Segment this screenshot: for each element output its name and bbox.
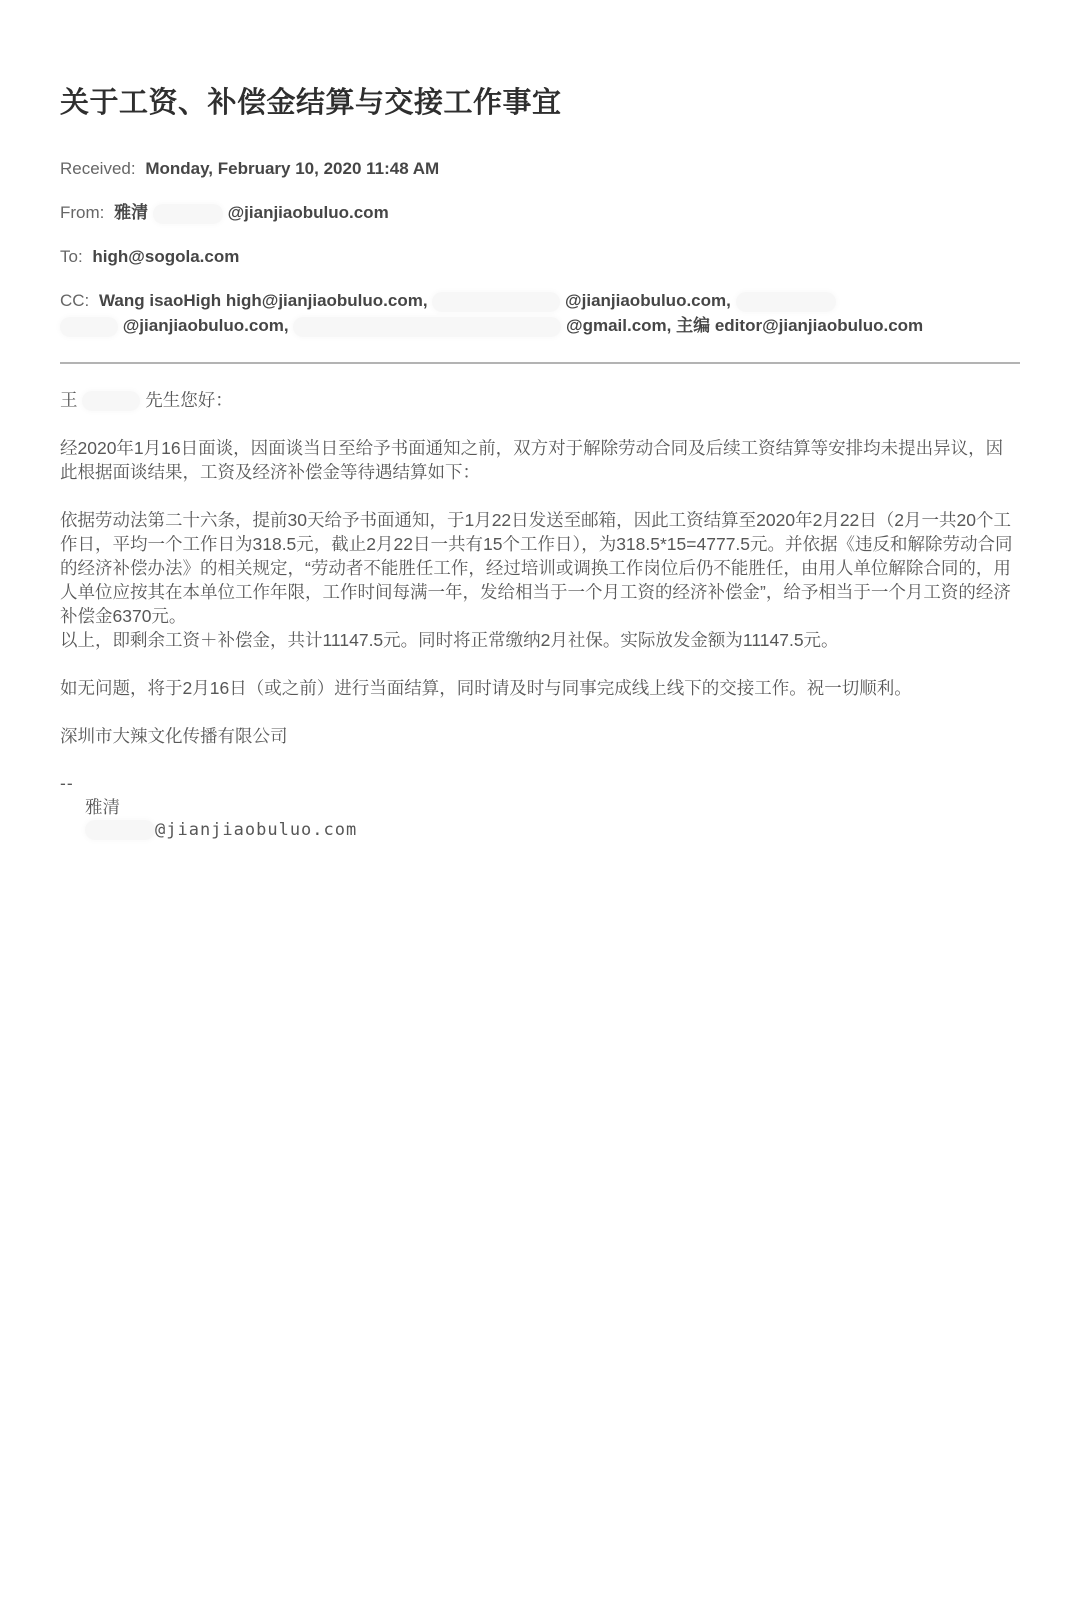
redaction-blob — [736, 292, 836, 312]
to-row — [60, 245, 1020, 268]
email-document — [0, 80, 1080, 842]
redaction-blob — [85, 820, 155, 840]
from-row — [60, 201, 1020, 224]
to-label: To: — [60, 247, 83, 266]
email-meta — [60, 157, 1020, 337]
company-name: 深圳市大辣文化传播有限公司 — [60, 726, 288, 746]
cc-recipient-2: @jianjiaobuluo.com, — [565, 291, 731, 310]
cc-label: CC: — [60, 291, 90, 310]
greeting-surname: 王 — [60, 390, 78, 410]
email-body — [60, 388, 1020, 748]
received-label: Received: — [60, 159, 136, 178]
from-label: From: — [60, 203, 105, 222]
from-name: 雅清 — [114, 203, 149, 222]
cc-recipient-1: Wang isaoHigh high@jianjiaobuluo.com, — [99, 291, 428, 310]
signature-name: 雅清 — [85, 797, 120, 817]
paragraph-closing: 如无问题，将于2月16日（或之前）进行当面结算，同时请及时与同事完成线上线下的交接工作。祝一切顺利。 — [60, 678, 912, 698]
paragraph-intro: 经2020年1月16日面谈，因面谈当日至给予书面通知之前，双方对于解除劳动合同及后续工资结算等安排均未提出异议，因此根据面谈结果，工资及经济补偿金等待遇结算如下： — [60, 438, 1004, 482]
redaction-blob — [293, 317, 561, 337]
received-value: Monday, February 10, 2020 11:48 AM — [145, 159, 440, 178]
settlement-detail: 依据劳动法第二十六条，提前30天给予书面通知，于1月22日发送至邮箱，因此工资结算至2020年2月22日（2月一共20个工作日，平均一个工作日为318.5元，截止2月22日一共有15个工作日），为318.5*15=4777.5元。并依据《违反和解除劳动合同的经济补偿办法》的相关规定，“劳动者不能胜任工作，经过培训或调换工作岗位后仍不能胜任，由用人单位解除合同的，用人单位应按其在本单位工作年限，工作时间每满一年，发给相当于一个月工资的经济补偿金”，给予相当于一个月工资的经济补偿金6370元。 — [60, 510, 1013, 626]
cc-line-1 — [60, 289, 1020, 312]
redaction-blob — [153, 204, 223, 224]
greeting-suffix: 先生您好： — [145, 390, 233, 410]
cc-recipient-4: @gmail.com, 主编 editor@jianjiaobuluo.com — [566, 316, 924, 335]
signature-email — [85, 819, 1020, 842]
redaction-blob — [82, 391, 140, 411]
settlement-summary: 以上，即剩余工资＋补偿金，共计11147.5元。同时将正常缴纳2月社保。实际放发金额为11147.5元。 — [60, 630, 839, 650]
greeting-line — [60, 388, 1020, 412]
signature-email-domain: @jianjiaobuluo.com — [155, 820, 358, 840]
page-title: 关于工资、补偿金结算与交接工作事宜 — [60, 87, 562, 119]
redaction-blob — [432, 292, 560, 312]
from-address-domain: @jianjiaobuluo.com — [227, 203, 389, 222]
cc-line-2 — [60, 314, 1020, 337]
signature-divider: -- — [60, 773, 74, 793]
cc-row — [60, 289, 1020, 337]
header-divider — [60, 362, 1020, 364]
signature-block — [60, 772, 1020, 842]
received-row — [60, 157, 1020, 180]
to-value: high@sogola.com — [92, 247, 240, 266]
cc-recipient-3: @jianjiaobuluo.com, — [122, 316, 289, 335]
redaction-blob — [60, 317, 118, 337]
